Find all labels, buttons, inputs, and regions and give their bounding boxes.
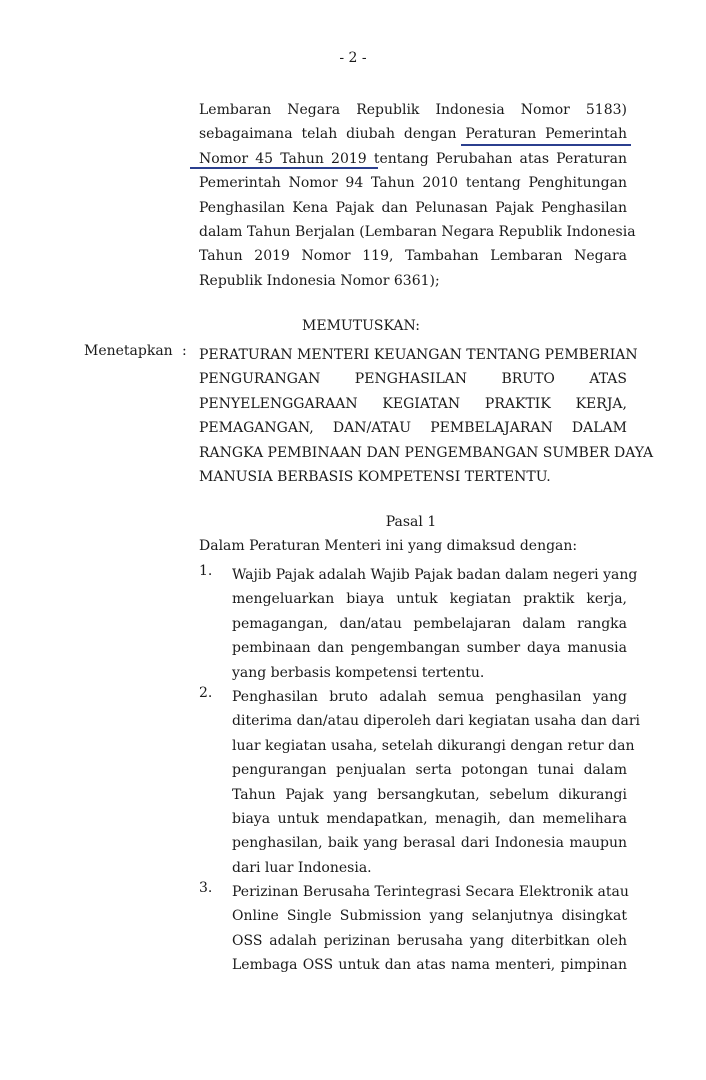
list-item — [232, 563, 638, 685]
preamble-line: Nomor 45 Tahun 2019 tentang Perubahan atas Peraturan — [199, 150, 627, 167]
list-item-line: dari luar Indonesia. — [232, 859, 372, 876]
list-item-line: mengeluarkan biaya untuk kegiatan praktik kerja, — [232, 591, 627, 608]
decision-line: PERATURAN MENTERI KEUANGAN TENTANG PEMBERIAN — [199, 347, 638, 363]
preamble-line: Tahun 2019 Nomor 119, Tambahan Lembaran Negara — [199, 248, 627, 265]
list-item-line: Online Single Submission yang selanjutnya disingkat — [232, 908, 627, 925]
list-item — [232, 685, 640, 880]
annotation-underline — [190, 167, 378, 169]
list-item-line: pembinaan dan pengembangan sumber daya manusia — [232, 640, 627, 657]
list-item-number: 3. — [199, 880, 213, 896]
list-item-line: Perizinan Berusaha Terintegrasi Secara Elektronik atau — [232, 884, 629, 900]
list-item-line: Wajib Pajak adalah Wajib Pajak badan dalam negeri yang — [232, 567, 638, 583]
decision-line: PENYELENGGARAAN KEGIATAN PRAKTIK KERJA, — [199, 395, 627, 412]
list-item-line: biaya untuk mendapatkan, menagih, dan memelihara — [232, 810, 627, 827]
preamble-line: Lembaran Negara Republik Indonesia Nomor 5183) — [199, 102, 627, 118]
list-item-line: diterima dan/atau diperoleh dari kegiatan usaha dan dari — [232, 713, 640, 730]
list-item-line: OSS adalah perizinan berusaha yang diterbitkan oleh — [232, 932, 627, 949]
menetapkan-colon: : — [182, 343, 187, 359]
list-item-line: luar kegiatan usaha, setelah dikurangi dengan retur dan — [232, 737, 635, 754]
list-item-line: Penghasilan bruto adalah semua penghasilan yang — [232, 689, 627, 705]
pasal-title: Pasal 1 — [385, 514, 437, 530]
decision-line: RANGKA PEMBINAAN DAN PENGEMBANGAN SUMBER DAYA — [199, 444, 654, 461]
page-number: - 2 - — [339, 50, 367, 66]
decision-title — [199, 343, 654, 489]
menetapkan-label: Menetapkan — [84, 343, 173, 359]
list-item-number: 1. — [199, 563, 213, 579]
list-item-line: Lembaga OSS untuk dan atas nama menteri, pimpinan — [232, 957, 627, 974]
list-item-line: yang berbasis kompetensi tertentu. — [232, 664, 485, 681]
preamble-line: Republik Indonesia Nomor 6361); — [199, 272, 440, 289]
list-item-line: pemagangan, dan/atau pembelajaran dalam rangka — [232, 615, 627, 632]
list-item-line: pengurangan penjualan serta potongan tunai dalam — [232, 762, 627, 779]
decision-line: PENGURANGAN PENGHASILAN BRUTO ATAS — [199, 371, 627, 388]
annotation-underline — [461, 144, 631, 146]
list-item-line: Tahun Pajak yang bersangkutan, sebelum dikurangi — [232, 786, 627, 803]
decision-heading: MEMUTUSKAN: — [302, 318, 420, 334]
list-item-line: penghasilan, baik yang berasal dari Indonesia maupun — [232, 835, 627, 852]
decision-line: MANUSIA BERBASIS KOMPETENSI TERTENTU. — [199, 468, 551, 485]
list-item-number: 2. — [199, 685, 213, 701]
preamble-paragraph — [199, 98, 636, 293]
preamble-line: Penghasilan Kena Pajak dan Pelunasan Pajak Penghasilan — [199, 199, 627, 216]
preamble-line: sebagaimana telah diubah dengan Peraturan Pemerintah — [199, 126, 627, 143]
pasal-intro: Dalam Peraturan Menteri ini yang dimaksud dengan: — [199, 538, 578, 554]
preamble-line: dalam Tahun Berjalan (Lembaran Negara Republik Indonesia — [199, 223, 636, 240]
list-item — [232, 880, 627, 978]
decision-line: PEMAGANGAN, DAN/ATAU PEMBELAJARAN DALAM — [199, 420, 627, 437]
preamble-line: Pemerintah Nomor 94 Tahun 2010 tentang Penghitungan — [199, 175, 627, 192]
